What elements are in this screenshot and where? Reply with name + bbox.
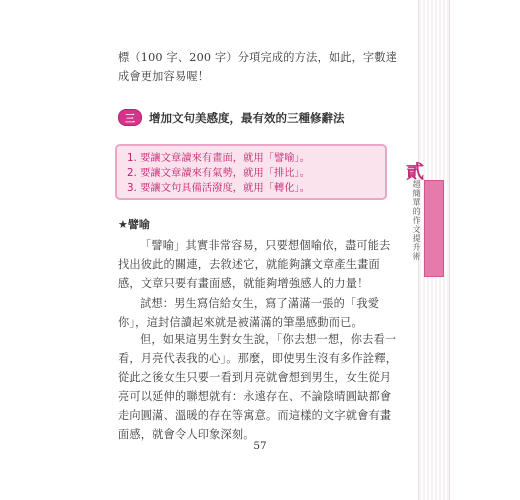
- section-number-badge: 三: [118, 109, 142, 126]
- summary-item: 3. 要讓文句具備活潑度，就用「轉化」。: [127, 182, 310, 194]
- moon-example-paragraph: 但，如果這男生對女生說，「你去想一想，你去看一看，月亮代表我的心」。那麼，即使男生沒有多作詮釋，從此之後女生只要一看到月亮就會想到男生，女生從月亮可以延伸的聯想就有：永遠存在、不論陰晴圓缺都會走向圓滿、溫暖的存在等寓意。而這樣的文字就會有畫面感，就會令人印象深刻。: [118, 333, 398, 441]
- chapter-marker: 貳: [406, 162, 424, 183]
- section-heading: [118, 109, 345, 126]
- page-number: 57: [253, 440, 267, 452]
- rhetoric-summary-box: [115, 144, 387, 200]
- intro-paragraph: 標（100 字、200 字）分項完成的方法，如此，字數達成會更加容易喔！: [118, 51, 398, 83]
- metaphor-subheading: ★譬喻: [118, 218, 150, 231]
- section-heading-title: 增加文句美感度，最有效的三種修辭法: [149, 110, 345, 125]
- summary-item: 2. 要讓文章讀來有氣勢，就用「排比」。: [127, 167, 310, 179]
- side-tab-band: [424, 180, 444, 277]
- metaphor-paragraph: 「譬喻」其實非常容易，只要想個喻依，盡可能去找出彼此的關連，去敘述它，就能夠讓文章產生畫面感，文章只要有畫面感，就能夠增強感人的力量！: [118, 239, 391, 290]
- chapter-label: 超簡單的作文提升術: [412, 180, 421, 261]
- example-paragraph: 試想：男生寫信給女生，寫了滿滿一張的「我愛你」，這封信讀起來就是被滿滿的筆墨感動而已。: [118, 297, 380, 329]
- summary-item: 1. 要讓文章讀來有畫面，就用「譬喻」。: [127, 152, 310, 164]
